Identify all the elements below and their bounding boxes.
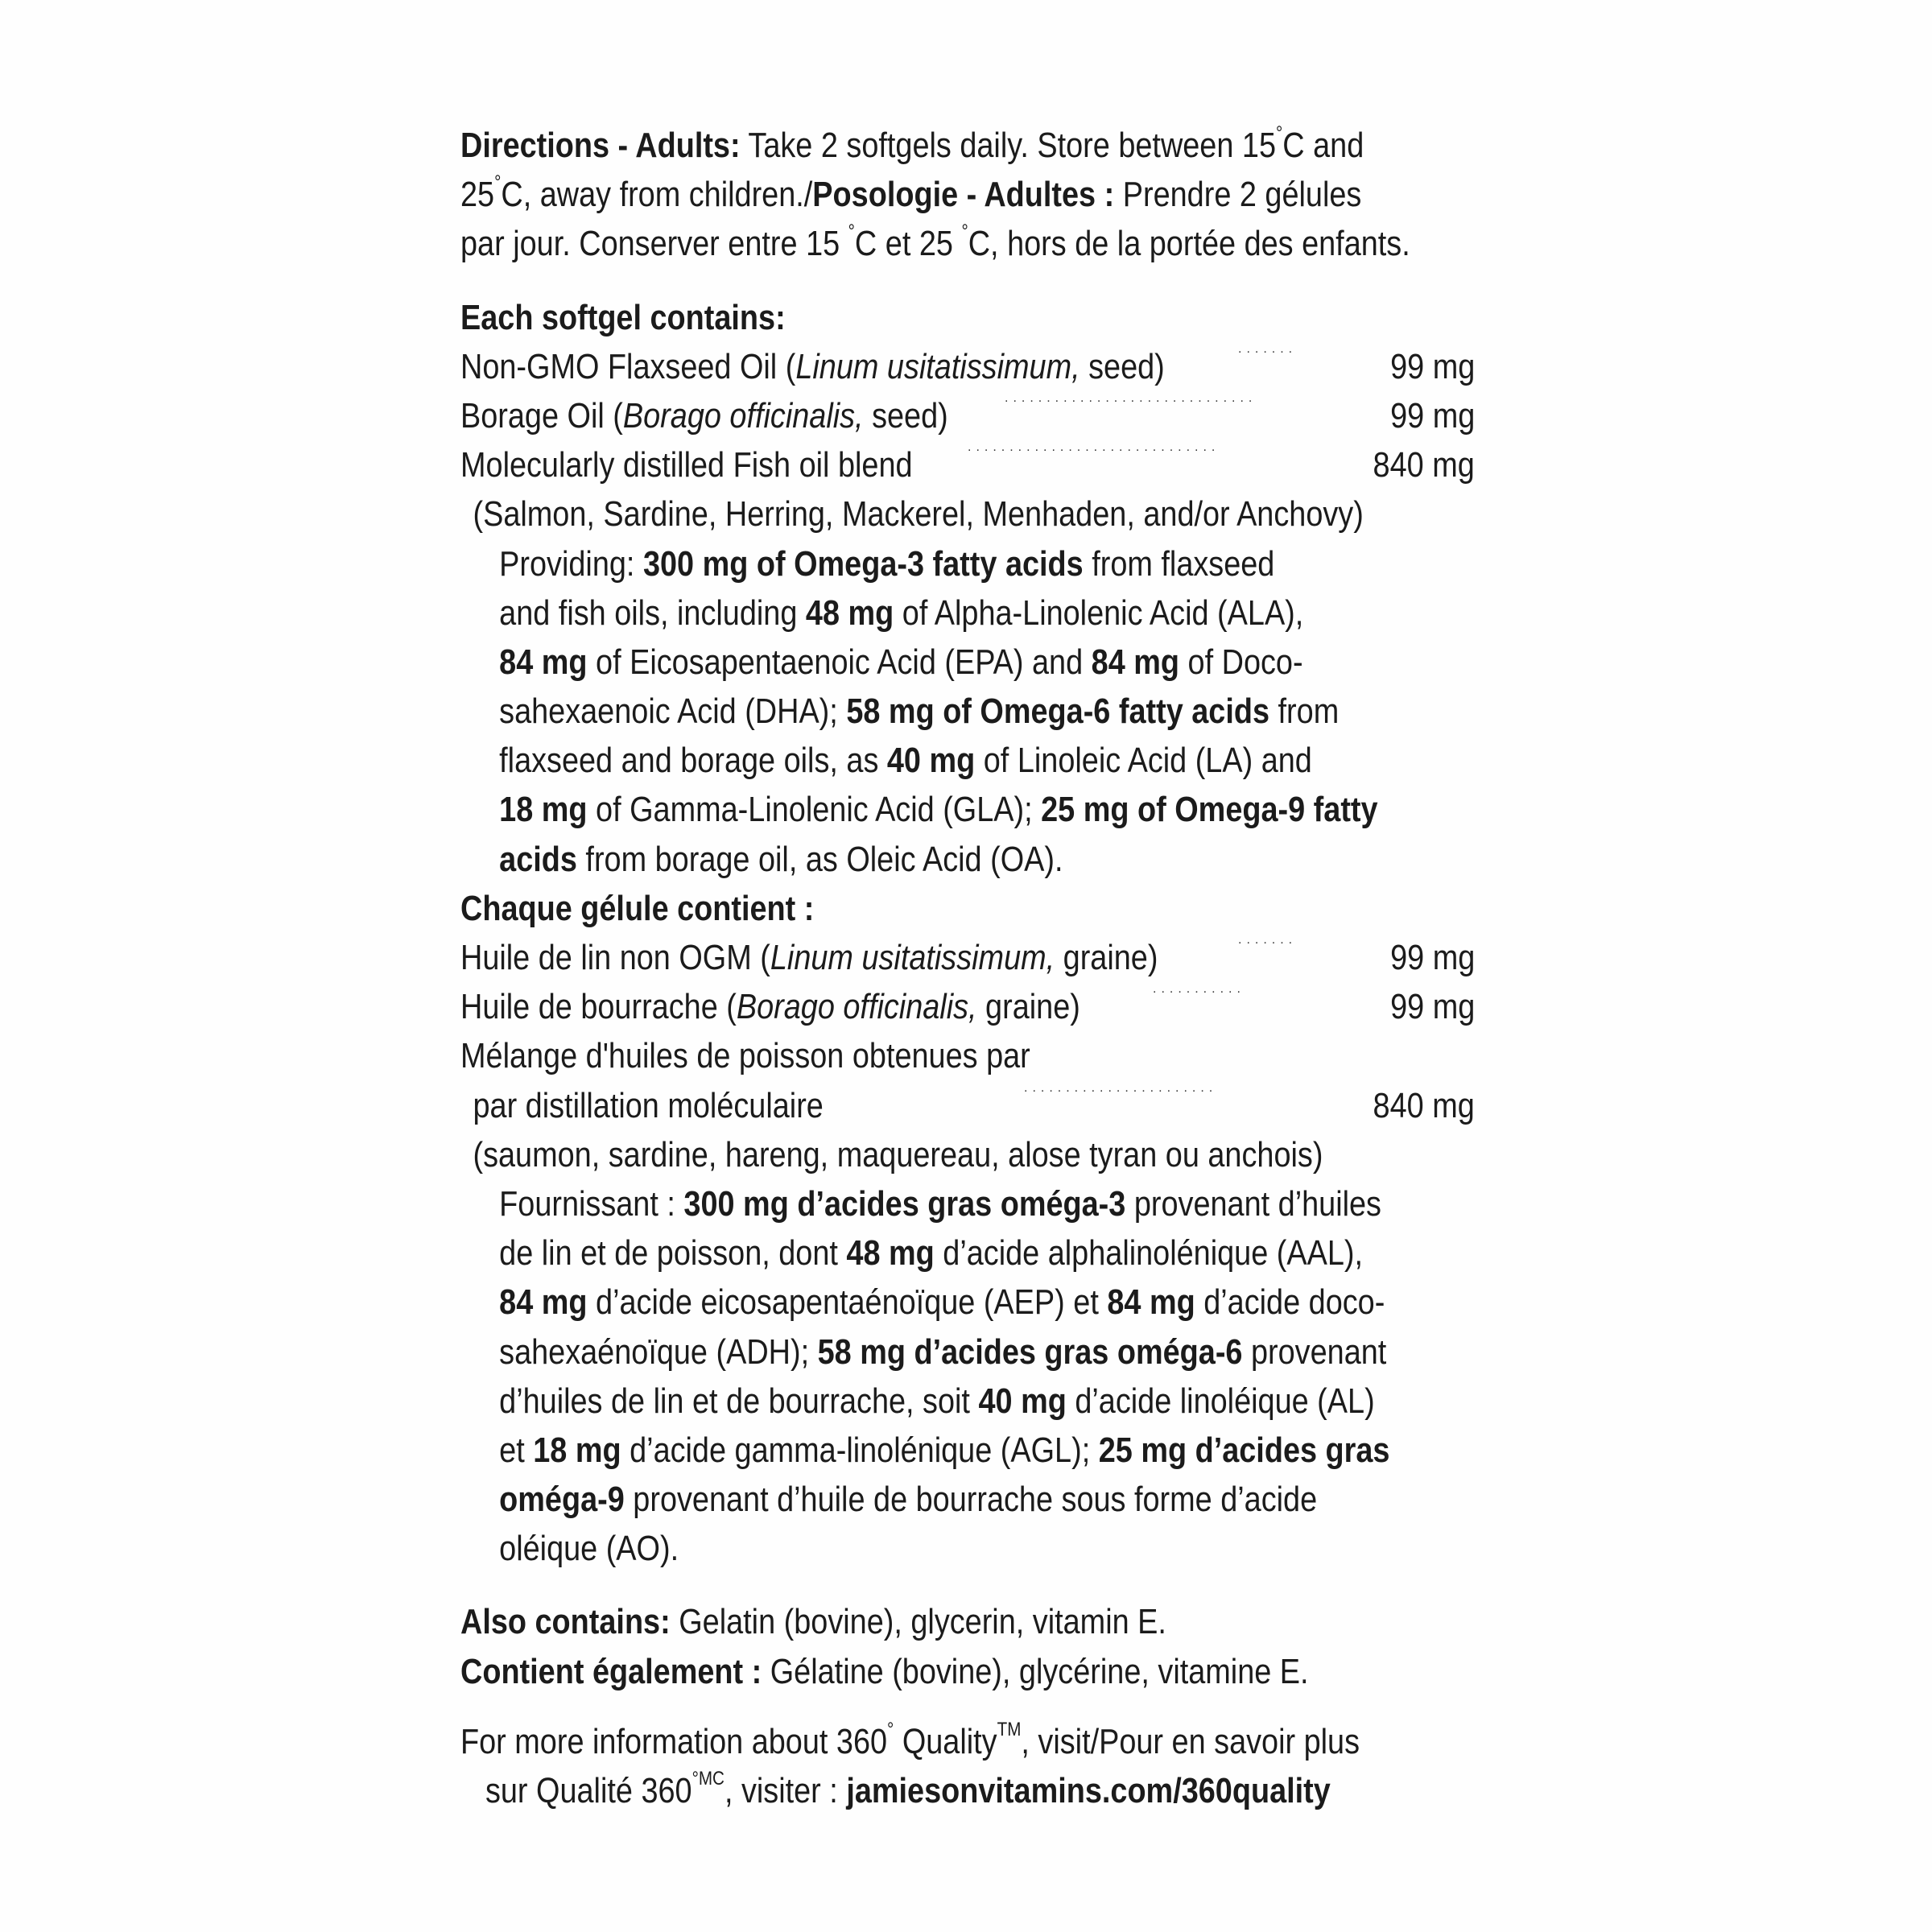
ingredients-en [460, 293, 1475, 884]
ingredient-text: seed) [1080, 346, 1165, 386]
para-text: sahexaénoïque (ADH); [499, 1331, 818, 1372]
para-text: d’acide gamma-linolénique (AGL); [621, 1430, 1099, 1470]
ingredient-amount: 840 mg [1373, 445, 1475, 485]
paragraph-line [499, 1179, 1381, 1228]
trademark-sign: TM [997, 1718, 1022, 1740]
spacer [460, 1696, 1475, 1717]
para-text: d’acide linoléique (AL) [1066, 1381, 1375, 1421]
para-text: sahexaenoic Acid (DHA); [499, 691, 847, 732]
footer-block [460, 1717, 1360, 1815]
para-bold: 25 mg d’acides gras [1098, 1430, 1390, 1470]
para-text: from [1269, 691, 1340, 732]
ingredients-heading-fr [460, 884, 1333, 933]
ingredient-row [460, 933, 1475, 982]
spacer [460, 269, 1475, 293]
leader-dots: ....... [1238, 933, 1298, 947]
ingredient-row [460, 391, 1475, 440]
para-bold: 25 mg of Omega-9 fatty [1041, 790, 1378, 830]
also-heading-en: Also contains: [460, 1602, 671, 1642]
footer-line-1 [460, 1717, 1360, 1766]
blend-line-2: par distillation moléculaire [473, 1085, 824, 1125]
ingredient-amount: 99 mg [1389, 346, 1475, 386]
ingredient-amount: 99 mg [1389, 395, 1475, 436]
paragraph-line [499, 1426, 1390, 1475]
paragraph-line [499, 539, 1332, 588]
directions-heading-fr: Posologie - Adultes : [812, 175, 1115, 215]
heading-text: Each softgel contains: [460, 297, 786, 337]
paragraph-line [499, 835, 1332, 884]
paragraph-line [499, 785, 1378, 834]
latin-name: Linum usitatissimum, [795, 346, 1080, 386]
para-bold: 300 mg d’acides gras oméga-3 [683, 1183, 1126, 1224]
ingredient-row [460, 342, 1475, 391]
ingredients-heading-en [460, 293, 1333, 342]
mc-sign: °MC [691, 1768, 724, 1790]
para-text: d’acide doco- [1195, 1282, 1385, 1323]
ingredient-name [460, 982, 1080, 1031]
ingredient-text: Molecularly distilled Fish oil blend [460, 445, 913, 485]
ingredient-row [460, 1081, 1475, 1130]
ingredient-amount: 840 mg [1373, 1085, 1475, 1125]
para-bold: 58 mg d’acides gras oméga-6 [817, 1331, 1243, 1372]
para-text: of Alpha-Linolenic Acid (ALA), [894, 592, 1304, 633]
paragraph-line [499, 1228, 1364, 1278]
ingredient-text: Borage Oil ( [460, 395, 623, 436]
footer-text: For more information about 360 [460, 1721, 888, 1761]
ingredient-row [460, 440, 1475, 489]
para-bold: 84 mg [1091, 642, 1180, 682]
paragraph-line [499, 588, 1332, 638]
also-text-fr: Gélatine (bovine), glycérine, vitamine E. [762, 1651, 1309, 1691]
spacer [460, 1573, 1475, 1597]
footer-text: , visit/Pour en savoir plus [1021, 1721, 1360, 1761]
latin-name: Linum usitatissimum, [770, 938, 1055, 977]
footer-line-2 [460, 1766, 1333, 1815]
directions-text: par jour. Conserver entre 15 [460, 224, 848, 264]
directions-text: C et 25 [854, 224, 962, 264]
ingredient-name [460, 440, 913, 489]
para-bold: 18 mg [533, 1430, 621, 1470]
leader-dots: .............................. [1005, 390, 1257, 405]
para-text: from borage oil, as Oleic Acid (OA). [576, 839, 1063, 879]
ingredient-name [460, 391, 948, 440]
paragraph-line [499, 687, 1340, 736]
website-url: jamiesonvitamins.com/360quality [846, 1771, 1331, 1810]
ingredient-amount: 99 mg [1389, 938, 1475, 977]
blend-line-1: Mélange d'huiles de poisson obtenues par [460, 1036, 1030, 1076]
degree-sign: ° [848, 221, 855, 243]
para-bold: 48 mg [805, 592, 894, 633]
directions-text: 25 [460, 175, 495, 215]
paragraph-line [499, 736, 1332, 785]
para-bold: 40 mg [978, 1381, 1067, 1421]
para-bold: 40 mg [886, 741, 976, 781]
ingredient-amount: 99 mg [1389, 987, 1475, 1027]
para-bold: 300 mg of Omega-3 fatty acids [642, 543, 1084, 584]
para-text: of Eicosapentaenoic Acid (EPA) and [587, 642, 1092, 682]
ingredient-name [460, 342, 1165, 391]
para-text: d’acide alphalinolénique (AAL), [934, 1233, 1364, 1274]
para-text: provenant d’huiles [1125, 1183, 1381, 1224]
directions-text: C, hors de la portée des enfants. [968, 224, 1410, 264]
paragraph-line [499, 1475, 1332, 1524]
para-text: provenant [1242, 1331, 1387, 1372]
degree-sign: ° [494, 171, 502, 194]
supplement-label [460, 121, 1475, 1815]
leader-dots: .............................. [968, 440, 1220, 455]
paragraph-line [499, 1278, 1385, 1327]
degree-sign: ° [1276, 122, 1283, 144]
ingredient-row [460, 982, 1475, 1031]
latin-name: Borago officinalis, [622, 395, 864, 436]
ingredient-text: Huile de bourrache ( [460, 987, 737, 1027]
para-text: of Doco- [1179, 642, 1303, 682]
para-text: et [499, 1430, 534, 1470]
para-text: d’huiles de lin et de bourrache, soit [499, 1381, 979, 1421]
para-bold: acids [499, 839, 577, 879]
fish-sources-fr: (saumon, sardine, hareng, maquereau, alose tyran ou anchois) [473, 1134, 1323, 1174]
ingredients-fr [460, 884, 1475, 1574]
para-text: flaxseed and borage oils, as [499, 741, 887, 781]
paragraph-line [499, 1377, 1375, 1426]
degree-sign: ° [961, 221, 968, 243]
directions-line [460, 121, 1364, 170]
latin-name: Borago officinalis, [736, 987, 977, 1027]
footer-text: sur Qualité 360 [485, 1771, 692, 1810]
paragraph-line [499, 1524, 1332, 1573]
para-text: of Gamma-Linolenic Acid (GLA); [587, 790, 1042, 830]
para-bold: 48 mg [846, 1233, 935, 1274]
para-text: oléique (AO). [499, 1529, 679, 1569]
also-contains-fr [460, 1647, 1333, 1696]
directions-line [460, 170, 1362, 219]
footer-text: Quality [894, 1721, 997, 1761]
para-text: de lin et de poisson, dont [499, 1233, 847, 1274]
para-text: d’acide eicosapentaénoïque (AEP) et [587, 1282, 1108, 1323]
ingredient-text: graine) [976, 987, 1080, 1027]
para-bold: 84 mg [499, 1282, 588, 1323]
leader-dots: ....... [1238, 341, 1298, 356]
degree-sign: ° [887, 1718, 894, 1740]
heading-text: Chaque gélule contient : [460, 888, 815, 928]
para-bold: 84 mg [499, 642, 588, 682]
para-text: Providing: [499, 543, 643, 584]
leader-dots: ....................... [1024, 1080, 1218, 1095]
para-bold: oméga-9 [499, 1480, 625, 1520]
ingredient-text: seed) [863, 395, 948, 436]
para-bold: 18 mg [499, 790, 588, 830]
para-text: of Linoleic Acid (LA) and [975, 741, 1312, 781]
para-bold: 58 mg of Omega-6 fatty acids [846, 691, 1270, 732]
fish-sources-en: (Salmon, Sardine, Herring, Mackerel, Menhaden, and/or Anchovy) [473, 494, 1364, 535]
also-text-en: Gelatin (bovine), glycerin, vitamin E. [670, 1602, 1166, 1642]
paragraph-line [499, 638, 1332, 687]
ingredient-name [460, 933, 1158, 982]
leader-dots: ........... [1153, 982, 1245, 997]
also-contains-block [460, 1597, 1333, 1695]
footer-text: , visiter : [724, 1771, 847, 1810]
ingredient-text: graine) [1055, 938, 1158, 977]
para-text: provenant d’huile de bourrache sous forme d’acide [624, 1480, 1318, 1520]
also-heading-fr: Contient également : [460, 1651, 762, 1691]
paragraph-line [499, 1327, 1387, 1377]
directions-heading-en: Directions - Adults: [460, 126, 741, 165]
directions-text: Prendre 2 gélules [1114, 175, 1362, 215]
para-text: Fournissant : [499, 1183, 684, 1224]
directions-text: C, away from children./ [501, 175, 813, 215]
directions-text: C and [1282, 126, 1364, 165]
directions-text: Take 2 softgels daily. Store between 15 [740, 126, 1277, 165]
para-bold: 84 mg [1107, 1282, 1195, 1323]
providing-paragraph-fr [460, 1179, 1390, 1574]
para-text: from flaxseed [1083, 543, 1275, 584]
ingredient-text: Huile de lin non OGM ( [460, 938, 770, 977]
para-text: and fish oils, including [499, 592, 806, 633]
directions-block [460, 121, 1410, 269]
directions-line [460, 219, 1410, 268]
also-contains-en [460, 1597, 1333, 1646]
ingredient-text: Non-GMO Flaxseed Oil ( [460, 346, 796, 386]
providing-paragraph-en [460, 539, 1378, 884]
